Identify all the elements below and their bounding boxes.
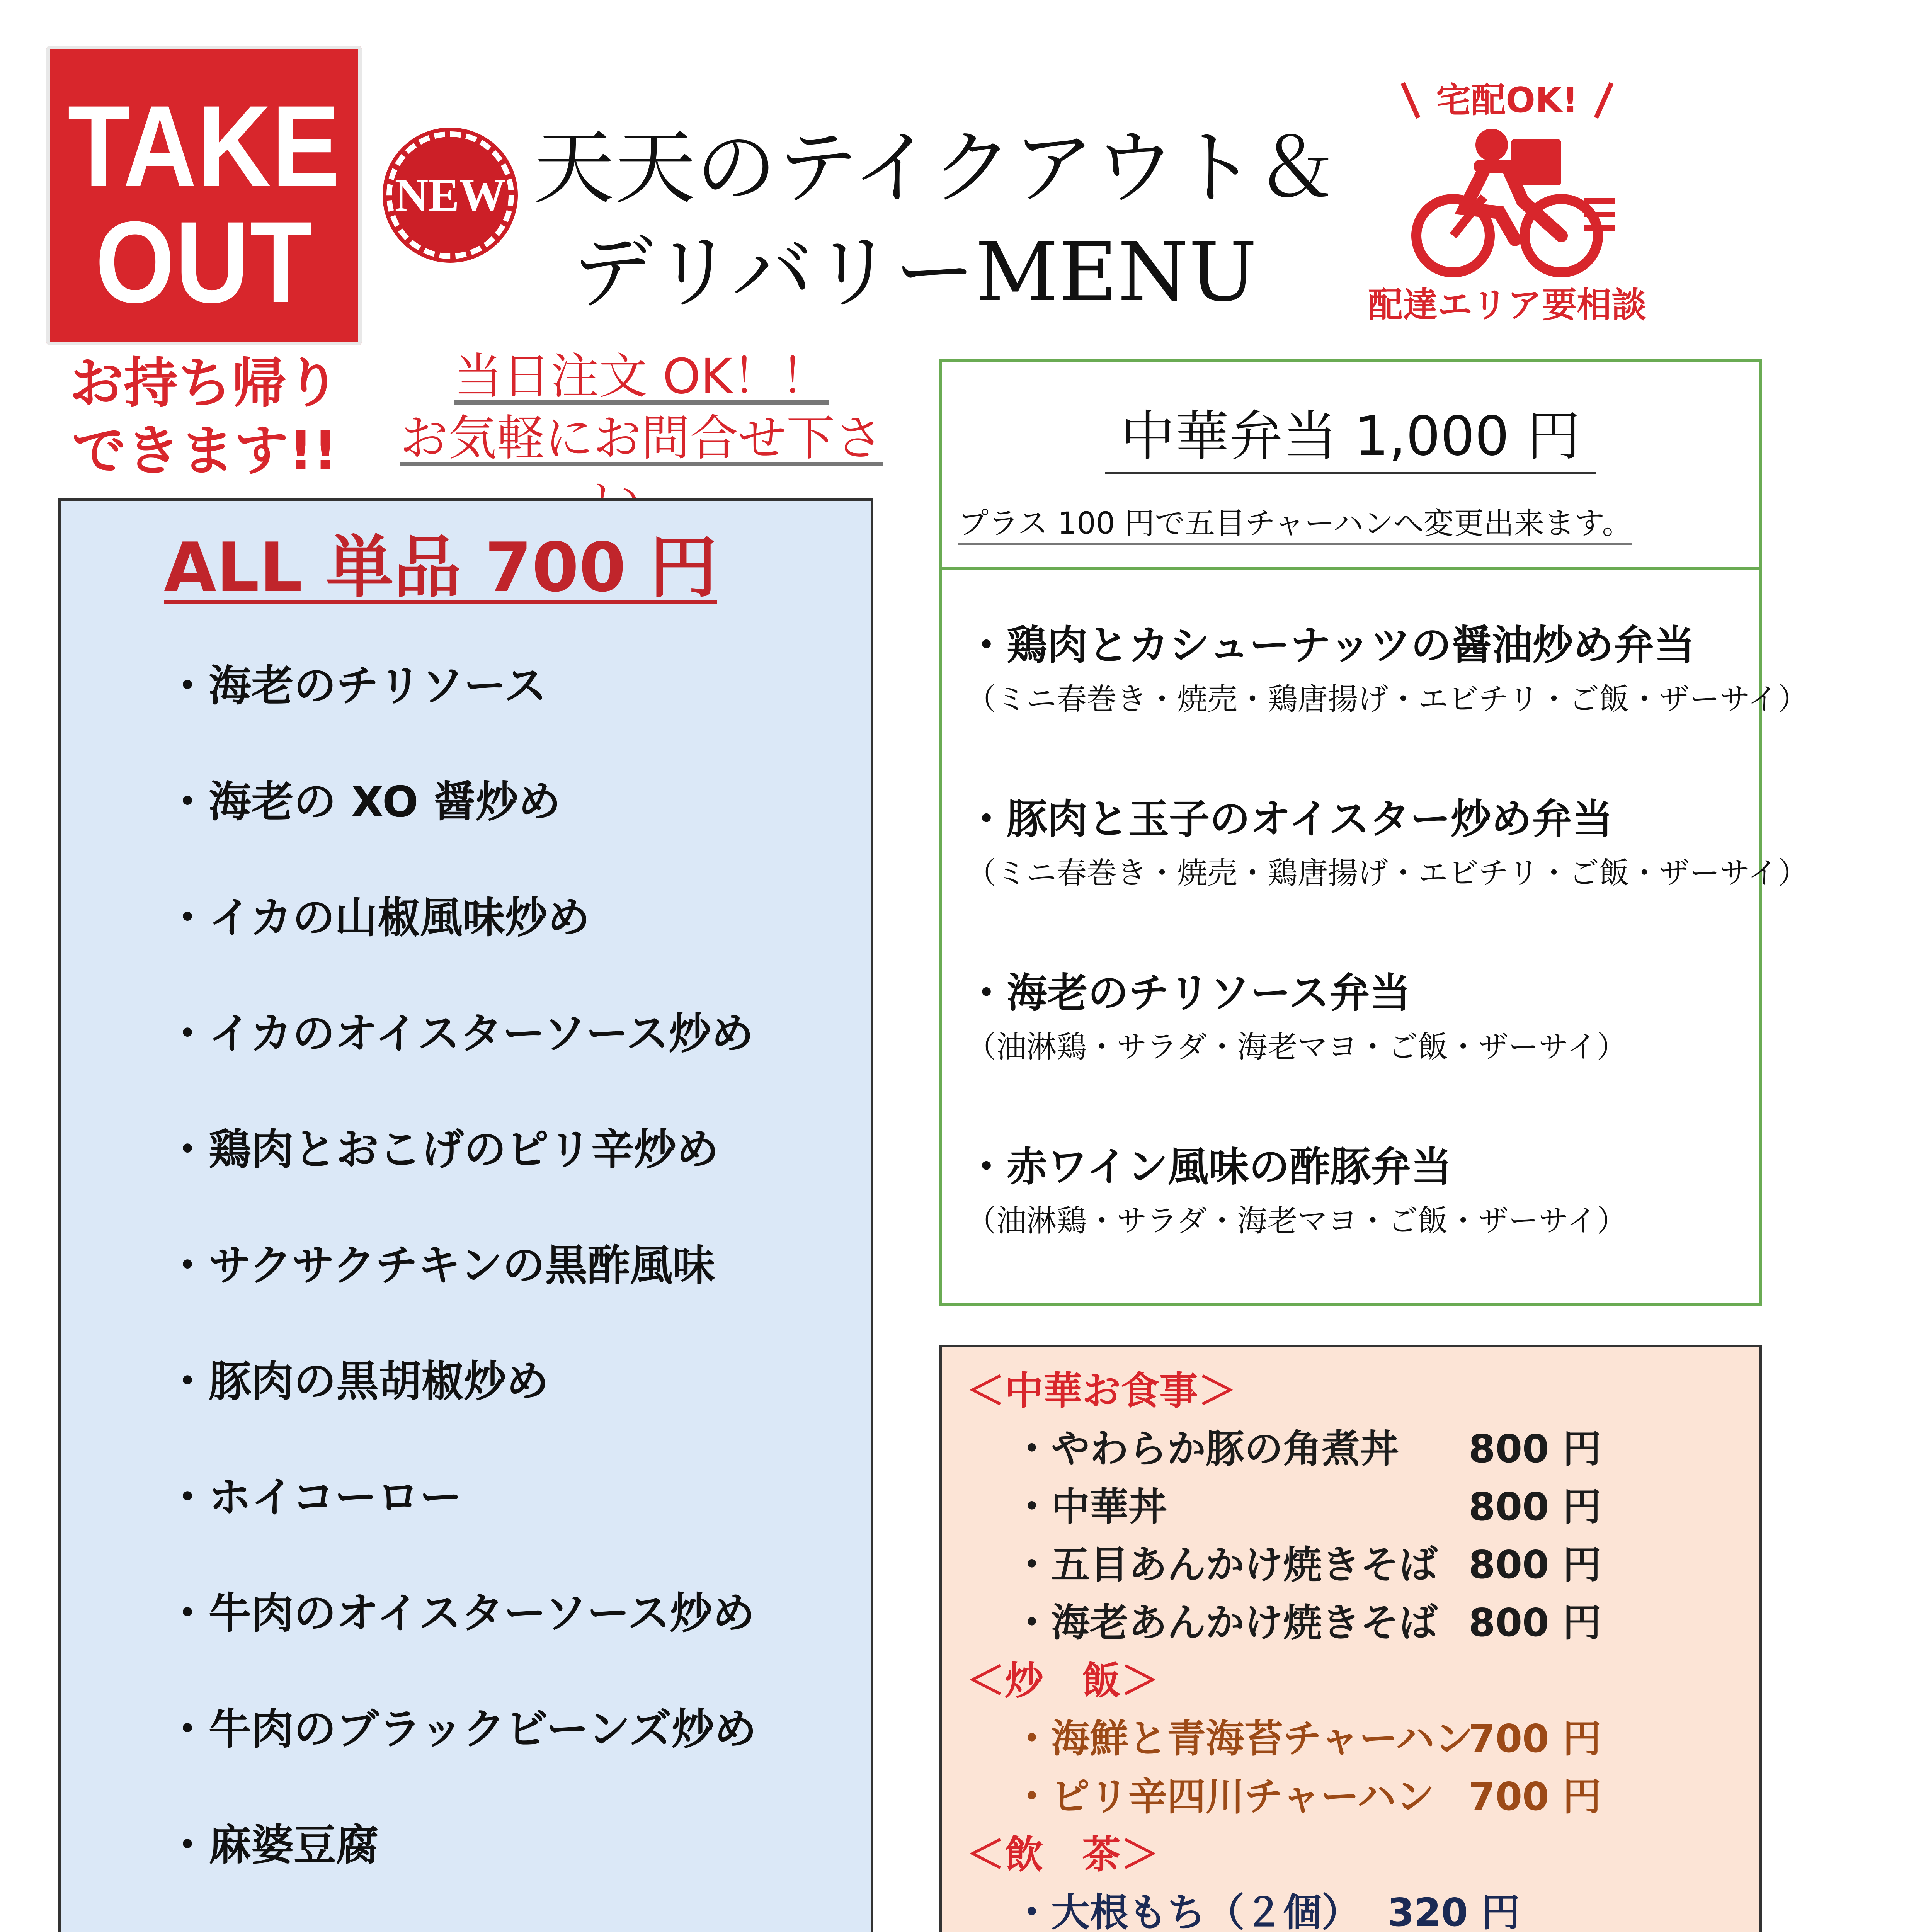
bento-item-name: ・鶏肉とカシューナッツの醤油炒め弁当 <box>966 622 1695 669</box>
list-item: ・イカの山椒風味炒め <box>166 893 590 942</box>
list-item: ・海老の XO 醤炒め <box>166 777 561 827</box>
page-title-line1: 天天のテイクアウト＆ <box>533 121 1338 215</box>
meal-item-name: ・ピリ辛四川チャーハン <box>1012 1774 1434 1819</box>
page-title-line2: デリバリーMENU <box>572 225 1257 320</box>
bento-item-detail: （油淋鶏・サラダ・海老マヨ・ご飯・ザーサイ） <box>966 1030 1627 1065</box>
bento-item-name: ・赤ワイン風味の酢豚弁当 <box>966 1143 1452 1190</box>
bento-item-detail: （ミニ春巻き・焼売・鶏唐揚げ・エビチリ・ご飯・ザーサイ） <box>966 682 1808 717</box>
new-badge: NEW <box>386 131 514 259</box>
delivery-bike-icon <box>1407 124 1623 282</box>
bento-note-text: プラス 100 円で五目チャーハンへ変更出来ます。 <box>958 506 1632 545</box>
list-item: ・豚肉の黒胡椒炒め <box>166 1357 549 1406</box>
meal-item-name: ・海鮮と青海苔チャーハン <box>1012 1716 1473 1761</box>
bento-divider <box>939 567 1762 570</box>
meal-item-price: 800 円 <box>1468 1484 1601 1529</box>
single-dish-heading-text: ALL 単品 700 円 <box>164 529 717 607</box>
speech-lines-icon <box>1391 75 1623 126</box>
takeout-subtitle <box>50 350 359 485</box>
bento-item-name: ・豚肉と玉子のオイスター炒め弁当 <box>966 796 1613 843</box>
takeout-sub1: お持ち帰り <box>69 352 340 415</box>
bento-item-detail: （油淋鶏・サラダ・海老マヨ・ご飯・ザーサイ） <box>966 1204 1627 1238</box>
list-item: ・牛肉のブラックビーンズ炒め <box>166 1704 757 1754</box>
bento-title-text: 中華弁当 1,000 円 <box>1105 405 1596 474</box>
meal-item-name: ・大根もち（２個） <box>1012 1890 1360 1932</box>
delivery-ok-text: 宅配OK! <box>1436 80 1578 121</box>
list-item: ・イカのオイスターソース炒め <box>166 1009 754 1058</box>
meal-item-price: 800 円 <box>1468 1426 1601 1471</box>
delivery-area-label: 配達エリア要相談 <box>1368 285 1646 325</box>
order-note-line2: お気軽にお問合せ下さ <box>400 410 883 466</box>
meal-item-price: 320 円 <box>1387 1890 1520 1932</box>
single-dish-heading <box>58 526 823 611</box>
bento-item-detail: （ミニ春巻き・焼売・鶏唐揚げ・エビチリ・ご飯・ザーサイ） <box>966 856 1808 891</box>
list-item: ・海老のチリソース <box>166 661 547 711</box>
meal-item-price: 700 円 <box>1468 1774 1601 1819</box>
meal-item-price: 800 円 <box>1468 1600 1601 1645</box>
takeout-badge <box>46 46 362 345</box>
meals-heading-chinese: ＜中華お食事＞ <box>966 1368 1237 1413</box>
order-note-line1: 当日注文 OK！！ <box>454 349 829 405</box>
meal-item-name: ・中華丼 <box>1012 1484 1167 1529</box>
takeout-sub2: できます!! <box>72 420 338 483</box>
meal-item-price: 700 円 <box>1468 1716 1601 1761</box>
meal-item-name: ・海老あんかけ焼きそば <box>1012 1600 1438 1645</box>
list-item: ・鶏肉とおこげのピリ辛炒め <box>166 1125 719 1174</box>
bento-note <box>958 502 1754 545</box>
meal-item-price: 800 円 <box>1468 1542 1601 1587</box>
bento-title <box>939 402 1762 471</box>
delivery-ok-label <box>1391 75 1623 126</box>
list-item: ・麻婆豆腐 <box>166 1820 379 1870</box>
meal-item-name: ・五目あんかけ焼きそば <box>1012 1542 1438 1587</box>
list-item: ・ホイコーロー <box>166 1473 462 1522</box>
meals-heading-dim-sum: ＜飲 茶＞ <box>966 1832 1159 1877</box>
takeout-line1: TAKE <box>67 81 341 211</box>
list-item: ・牛肉のオイスターソース炒め <box>166 1588 755 1638</box>
bento-item-name: ・海老のチリソース弁当 <box>966 969 1411 1017</box>
list-item: ・サクサクチキンの黒酢風味 <box>166 1241 715 1290</box>
meals-heading-fried-rice: ＜炒 飯＞ <box>966 1658 1159 1703</box>
meal-item-name: ・やわらか豚の角煮丼 <box>1012 1426 1399 1471</box>
takeout-line2: OUT <box>95 197 313 327</box>
